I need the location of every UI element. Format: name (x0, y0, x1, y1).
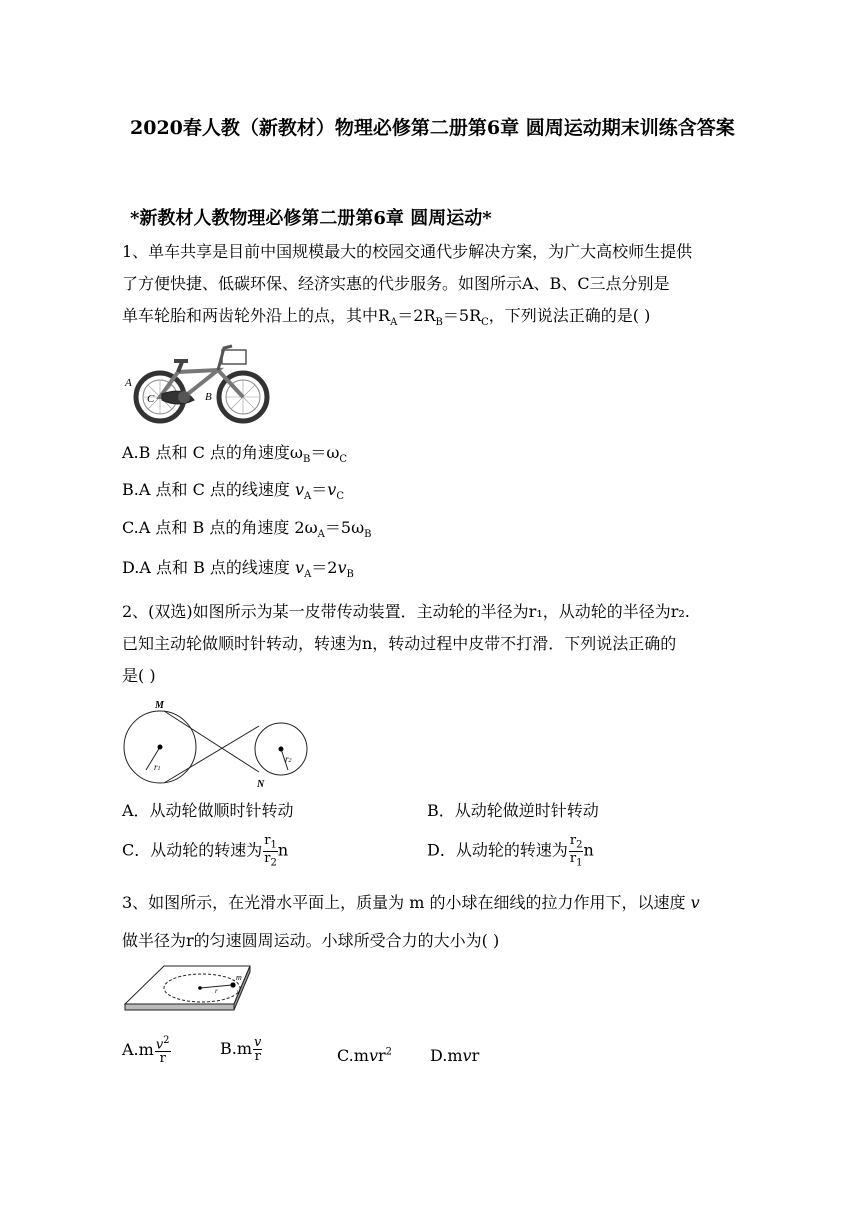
q1-option-d[interactable]: D.A 点和 B 点的线速度 $v_A=2v_B$ (122, 558, 354, 581)
bicycle-figure (122, 340, 272, 424)
q2-option-c[interactable]: C．从动轮的转速为 $\frac{r_1}{r_2}$ n (122, 833, 289, 869)
fraction: $\frac{v^2}{r}$ (155, 1035, 170, 1067)
q2-option-d[interactable]: D．从动轮的转速为 $\frac{r_2}{r_1}$ n (427, 833, 594, 869)
fraction: $\frac{r_2}{r_1}$ (569, 833, 583, 869)
label-n: N (257, 779, 265, 790)
label-m: m (236, 973, 242, 982)
q1-option-c[interactable]: C.A 点和 B 点的角速度 $2\omega_A=5\omega_B$ (122, 518, 372, 541)
q2-stem-line: 已知主动轮做顺时针转动，转速为n，转动过程中皮带不打滑．下列说法正确的 (122, 634, 677, 653)
q1-stem-line: 1、单车共享是目前中国规模最大的校园交通代步解决方案，为广大高校师生提供 (122, 242, 693, 261)
section-subtitle: *新教材人教物理必修第二册第6章 圆周运动* (130, 208, 492, 229)
q1-stem-line: 了方便快捷、低碳环保、经济实惠的代步服务。如图所示A、B、C三点分别是 (122, 274, 670, 293)
circular-motion-figure (122, 960, 252, 1020)
label-c: C (147, 393, 155, 405)
q1-option-b[interactable]: B.A 点和 C 点的线速度 $v_A=v_C$ (122, 480, 344, 503)
q3-option-a[interactable]: A.m $\frac{v^2}{r}$ (122, 1035, 170, 1067)
label-m: M (155, 700, 164, 711)
q2-option-a[interactable]: A．从动轮做顺时针转动 (122, 801, 294, 820)
q1-stem-line: 单车轮胎和两齿轮外沿上的点，其中$R_A=2R_B=5R_C$，下列说法正确的是( ) (122, 306, 651, 329)
q2-stem (122, 596, 734, 692)
q3-stem-line: 3、如图所示，在光滑水平面上，质量为 m 的小球在细线的拉力作用下，以速度 v (122, 893, 700, 912)
q3-option-d[interactable]: D.mvr (430, 1046, 480, 1065)
fraction: $\frac{v}{r}$ (254, 1035, 262, 1064)
q2-stem-line: 2、(双选)如图所示为某一皮带传动装置．主动轮的半径为r₁，从动轮的半径为r₂. (122, 602, 690, 621)
document-title: 2020春人教（新教材）物理必修第二册第6章 圆周运动期末训练含答案 (130, 117, 735, 139)
q3-stem (122, 884, 734, 960)
q1-stem (122, 236, 734, 339)
q2-option-b[interactable]: B．从动轮做逆时针转动 (427, 801, 599, 820)
label-r: r (215, 987, 218, 995)
label-b: B (205, 391, 212, 403)
label-r2: r2 (285, 754, 292, 764)
label-r1: r1 (154, 762, 161, 772)
q1-option-a[interactable]: A.B 点和 C 点的角速度$\omega_B=\omega_C$ (122, 443, 348, 466)
q3-option-b[interactable]: B.m $\frac{v}{r}$ (220, 1035, 262, 1064)
belt-drive-figure (122, 698, 312, 790)
q2-stem-line: 是( ) (122, 666, 156, 685)
fraction: $\frac{r_1}{r_2}$ (264, 833, 277, 869)
q3-stem-line: 做半径为r的匀速圆周运动。小球所受合力的大小为( ) (122, 931, 500, 950)
q3-option-c[interactable]: C.mvr$^2$ (337, 1046, 393, 1065)
label-a: A (125, 377, 132, 389)
label-v: v (237, 988, 241, 996)
